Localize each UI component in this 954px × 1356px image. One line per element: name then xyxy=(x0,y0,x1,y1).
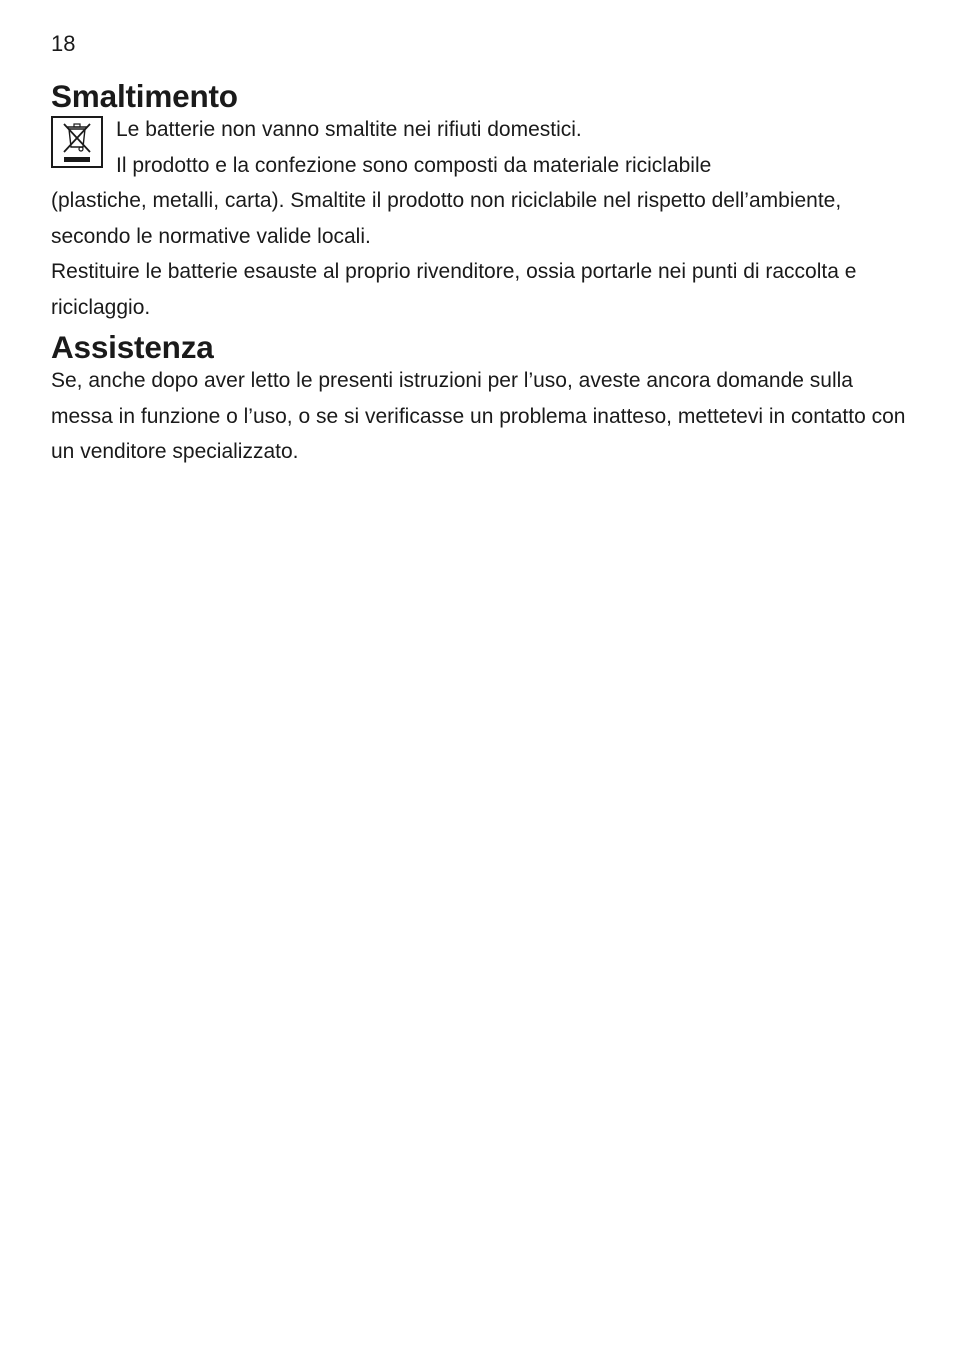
crossed-out-wheelie-bin-icon xyxy=(51,116,103,168)
disposal-section xyxy=(51,80,911,325)
batteries-paragraph: Restituire le batterie esauste al proprio rivenditore, ossia portarle nei punti di raccolta e riciclaggio. xyxy=(51,260,857,319)
assistance-section xyxy=(51,331,911,470)
disposal-heading: Smaltimento xyxy=(51,78,238,114)
disposal-icon-row xyxy=(51,112,911,183)
assistance-paragraph: Se, anche dopo aver letto le presenti istruzioni per l’uso, aveste ancora domande sulla messa in funzione o l’uso, o se si verificasse un problema inatteso, mettetevi in contatto con un venditore specializzato. xyxy=(51,369,906,463)
page-number: 18 xyxy=(51,31,76,56)
page-content xyxy=(51,80,911,470)
disposal-line-1: Le batterie non vanno smaltite nei rifiuti domestici. xyxy=(116,118,582,141)
disposal-line-2: Il prodotto e la confezione sono composti da materiale riciclabile xyxy=(116,153,712,177)
assistance-heading: Assistenza xyxy=(51,329,214,365)
disposal-paragraph: (plastiche, metalli, carta). Smaltite il prodotto non riciclabile nel rispetto dell’ambiente, secondo le normative valide locali. xyxy=(51,189,842,248)
